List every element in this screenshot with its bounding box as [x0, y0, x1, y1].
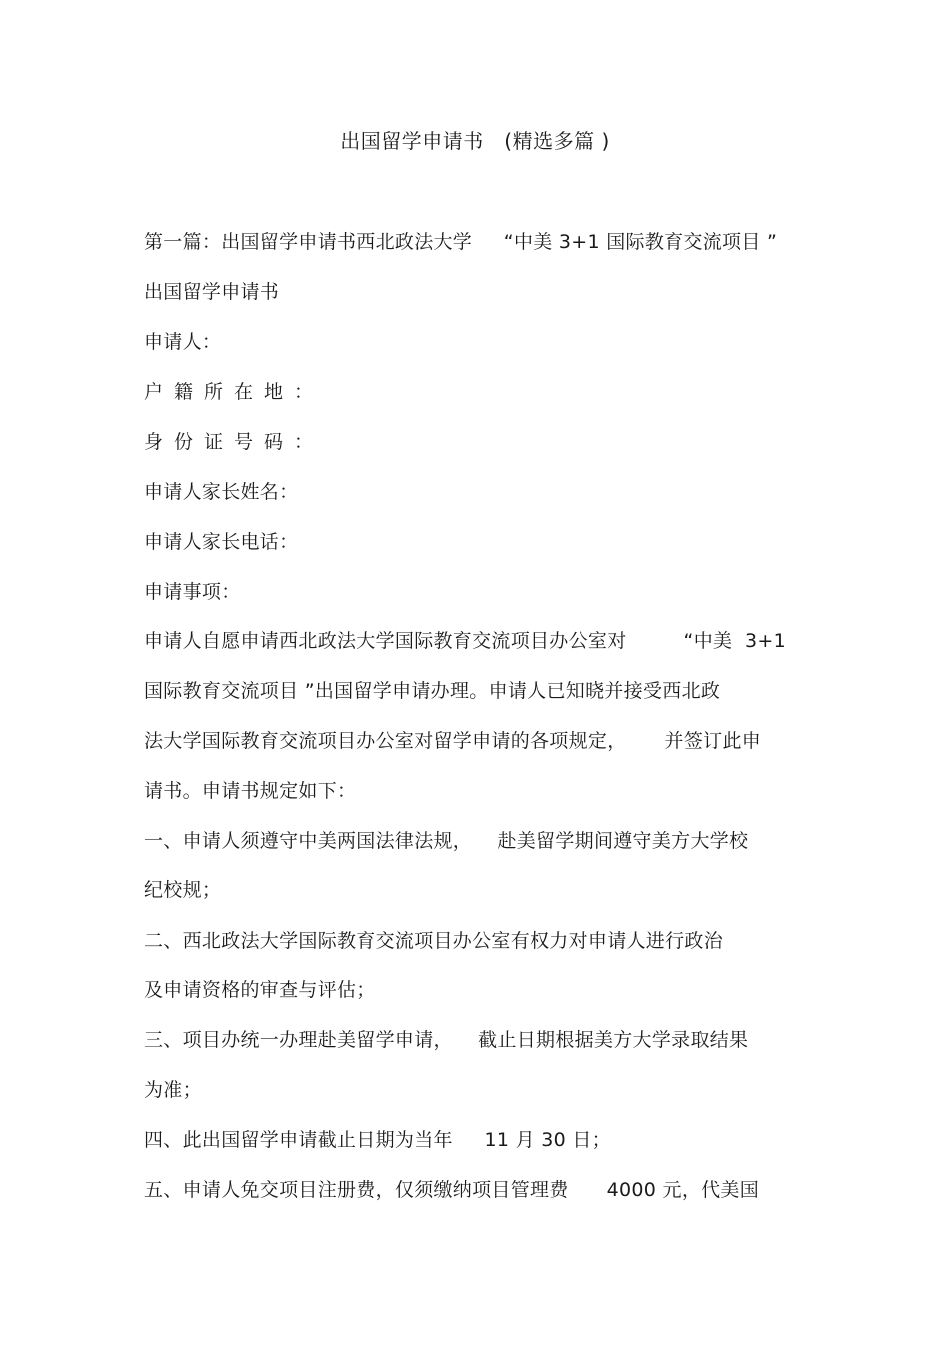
text-line-2: 出国留学申请书	[144, 281, 280, 303]
text-line-10: 国际教育交流项目 ”出国留学申请办理。申请人已知晓并接受西北政	[144, 680, 721, 702]
applicant-label: 申请人：	[144, 331, 222, 353]
household-registration-label: 户籍所在地：	[144, 381, 325, 403]
document-title: 出国留学申请书 (精选多篇 )	[340, 129, 610, 153]
application-matters-label: 申请事项：	[144, 581, 241, 603]
rule-item-1-line-2: 纪校规；	[144, 879, 222, 901]
rule-item-3-line-2: 为准；	[144, 1079, 202, 1101]
rule-item-2-line-1: 二、西北政法大学国际教育交流项目办公室有权力对申请人进行政治	[144, 930, 724, 952]
parent-phone-label: 申请人家长电话：	[144, 531, 299, 553]
text-line-11: 法大学国际教育交流项目办公室对留学申请的各项规定， 并签订此申	[144, 730, 762, 752]
rule-item-1-line-1: 一、申请人须遵守中美两国法律法规， 赴美留学期间遵守美方大学校	[144, 830, 749, 852]
rule-item-4: 四、此出国留学申请截止日期为当年 11 月 30 日；	[144, 1129, 611, 1151]
text-line-1: 第一篇：出国留学申请书西北政法大学 “中美 3+1 国际教育交流项目 ”	[144, 231, 778, 253]
parent-name-label: 申请人家长姓名：	[144, 481, 299, 503]
text-line-12: 请书。申请书规定如下：	[144, 780, 357, 802]
text-line-9: 申请人自愿申请西北政法大学国际教育交流项目办公室对 “中美 3+1	[144, 630, 786, 652]
rule-item-5-line-1: 五、申请人免交项目注册费，仅须缴纳项目管理费 4000 元，代美国	[144, 1179, 760, 1201]
rule-item-2-line-2: 及申请资格的审查与评估；	[144, 979, 376, 1001]
id-number-label: 身份证号码：	[144, 431, 325, 453]
rule-item-3-line-1: 三、项目办统一办理赴美留学申请， 截止日期根据美方大学录取结果	[144, 1029, 749, 1051]
